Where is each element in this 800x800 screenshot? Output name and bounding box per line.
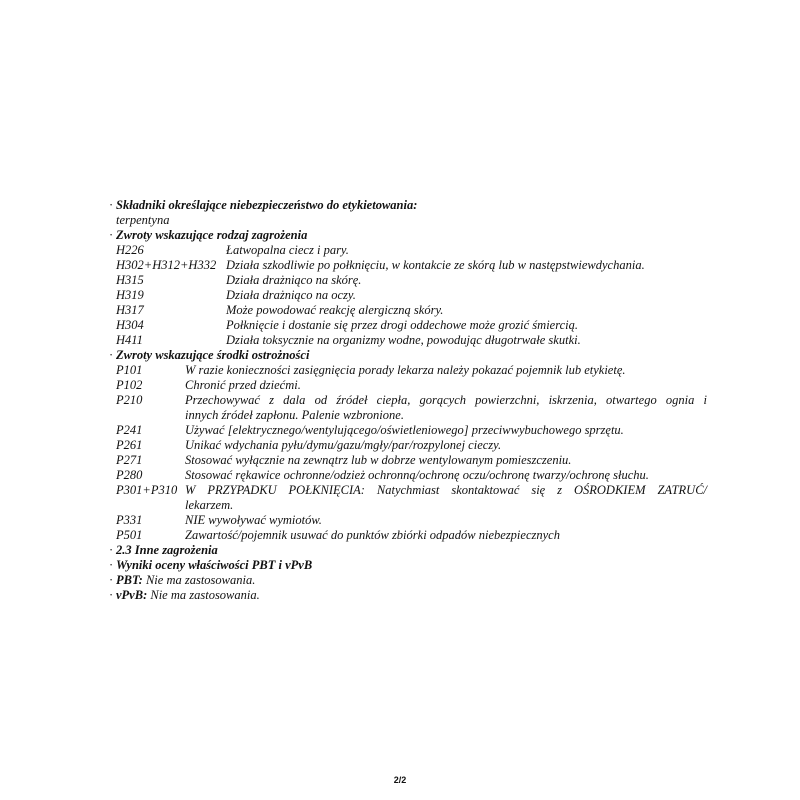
precaution-text: Stosować rękawice ochronne/odzież ochronną/ochronę oczu/ochronę twarzy/ochronę słuchu. [185, 468, 649, 482]
components-heading-line [109, 198, 709, 213]
precaution-text: Unikać wdychania pyłu/dymu/gazu/mgły/par/rozpylonej cieczy. [185, 438, 502, 452]
components-value-line [109, 213, 709, 228]
precaution-row [109, 513, 709, 528]
page-number: 2/2 [393, 775, 407, 785]
precaution-text: W PRZYPADKU POŁKNIĘCIA: Natychmiast skontaktować się z OŚRODKIEM ZATRUĆ/ [185, 483, 707, 497]
hazard-text: Połknięcie i dostanie się przez drogi oddechowe może grozić śmiercią. [226, 318, 579, 332]
precaution-text-continuation: innych źródeł zapłonu. Palenie wzbronione. [185, 408, 404, 422]
hazard-row [109, 273, 709, 288]
pbt-value: Nie ma zastosowania. [145, 573, 256, 587]
pbt-entry [116, 573, 255, 588]
hazard-text: Działa drażniąco na oczy. [226, 288, 356, 302]
precaution-code: P241 [116, 423, 143, 437]
hazard-row [109, 288, 709, 303]
precaution-row [109, 438, 709, 453]
precaution-code: P331 [116, 513, 143, 527]
precaution-heading: Zwroty wskazujące środki ostrożności [116, 348, 310, 362]
hazard-code: H411 [116, 333, 143, 347]
precaution-code: P501 [116, 528, 143, 542]
hazard-row [109, 258, 709, 273]
precaution-code: P271 [116, 453, 143, 467]
hazard-row [109, 303, 709, 318]
precaution-text-continuation: lekarzem. [185, 498, 234, 512]
pbt-label: PBT: [116, 573, 143, 587]
precaution-code: P280 [116, 468, 143, 482]
precaution-row [109, 483, 709, 498]
precaution-text: Stosować wyłącznie na zewnątrz lub w dobrze wentylowanym pomieszczeniu. [185, 453, 572, 467]
precaution-code: P210 [116, 393, 143, 407]
bullet: · [109, 558, 114, 572]
precaution-heading-line [109, 348, 709, 363]
precaution-row [109, 528, 709, 543]
precaution-row [109, 468, 709, 483]
hazard-row [109, 318, 709, 333]
precaution-row [109, 363, 709, 378]
hazard-text: Działa toksycznie na organizmy wodne, powodując długotrwałe skutki. [226, 333, 581, 347]
other-hazards-heading-line [109, 543, 709, 558]
hazard-code: H319 [116, 288, 144, 302]
hazard-text: Łatwopalna ciecz i pary. [226, 243, 349, 257]
hazard-text: Może powodować reakcję alergiczną skóry. [226, 303, 444, 317]
components-value: terpentyna [116, 213, 170, 227]
precaution-code: P102 [116, 378, 143, 392]
vpvb-line [109, 588, 709, 603]
hazard-row [109, 243, 709, 258]
bullet: · [109, 348, 114, 362]
pbt-vpvb-heading-line [109, 558, 709, 573]
other-hazards-heading: 2.3 Inne zagrożenia [116, 543, 218, 557]
precaution-text: Zawartość/pojemnik usuwać do punktów zbiórki odpadów niebezpiecznych [185, 528, 560, 542]
hazard-text: Działa drażniąco na skórę. [226, 273, 362, 287]
precaution-text: Używać [elektrycznego/wentylującego/oświetleniowego] przeciwwybuchowego sprzętu. [185, 423, 624, 437]
precaution-code: P301+P310 [116, 483, 178, 497]
precaution-row [109, 393, 709, 408]
vpvb-label: vPvB: [116, 588, 148, 602]
precaution-row [109, 423, 709, 438]
hazard-row [109, 333, 709, 348]
hazard-code: H302+H312+H332 [116, 258, 217, 272]
document-body [109, 198, 709, 603]
hazard-code: H315 [116, 273, 144, 287]
hazard-text: Działa szkodliwie po połknięciu, w kontakcie ze skórą lub w następstwiewdychania. [226, 258, 645, 272]
precaution-code: P101 [116, 363, 143, 377]
precaution-row-continuation [109, 408, 709, 423]
precaution-text: NIE wywoływać wymiotów. [185, 513, 322, 527]
vpvb-entry [116, 588, 260, 603]
hazard-code: H317 [116, 303, 144, 317]
bullet: · [109, 228, 114, 242]
pbt-vpvb-heading: Wyniki oceny właściwości PBT i vPvB [116, 558, 313, 572]
bullet: · [109, 573, 114, 587]
components-heading: Składniki określające niebezpieczeństwo do etykietowania: [116, 198, 418, 212]
bullet: · [109, 543, 114, 557]
precaution-text: Przechowywać z dala od źródeł ciepła, gorących powierzchni, iskrzenia, otwartego ognia i [185, 393, 707, 407]
bullet: · [109, 198, 114, 212]
hazard-heading-line [109, 228, 709, 243]
precaution-row-continuation [109, 498, 709, 513]
hazard-code: H226 [116, 243, 144, 257]
precaution-text: Chronić przed dziećmi. [185, 378, 301, 392]
precaution-row [109, 378, 709, 393]
hazard-code: H304 [116, 318, 144, 332]
precaution-text: W razie konieczności zasięgnięcia porady lekarza należy pokazać pojemnik lub etykietę. [185, 363, 626, 377]
hazard-heading: Zwroty wskazujące rodzaj zagrożenia [116, 228, 308, 242]
precaution-code: P261 [116, 438, 143, 452]
precaution-row [109, 453, 709, 468]
vpvb-value: Nie ma zastosowania. [150, 588, 260, 602]
bullet: · [109, 588, 114, 602]
pbt-line [109, 573, 709, 588]
